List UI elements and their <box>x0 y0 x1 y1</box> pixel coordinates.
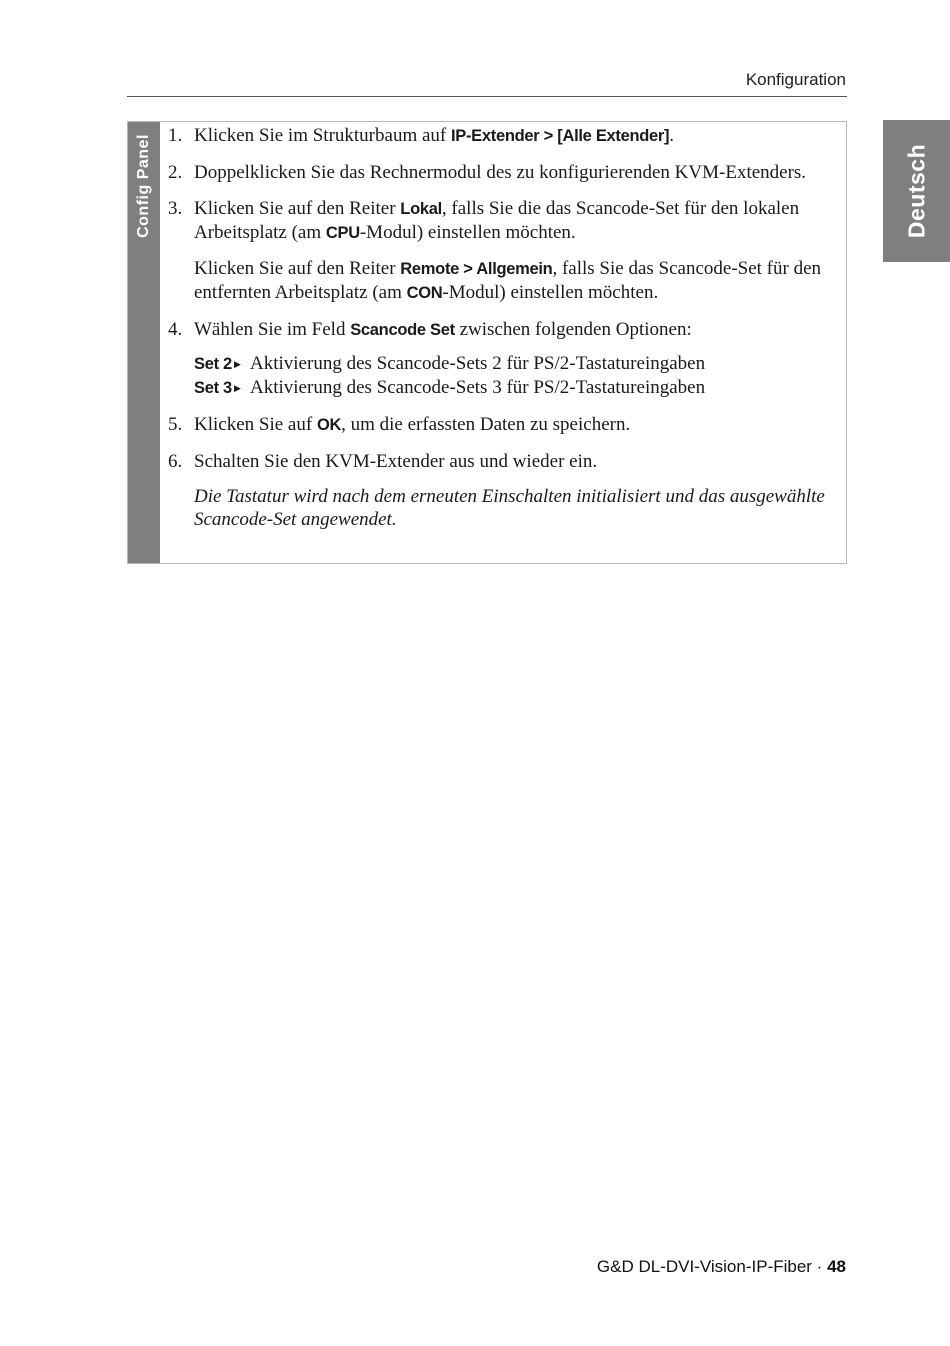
option-description: Aktivierung des Scancode-Sets 2 für PS/2-Tastatureingaben <box>250 353 706 374</box>
option-row <box>166 376 838 400</box>
page-footer <box>597 1257 846 1277</box>
page-header-title: Konfiguration <box>745 70 846 89</box>
ui-reference: CPU <box>325 224 360 242</box>
option-row <box>166 352 838 376</box>
instruction-box <box>127 121 847 564</box>
step-text: , um die erfassten Daten zu speichern. <box>341 414 631 435</box>
step-3-alternative <box>166 257 838 305</box>
step-text: -Modul) einstellen möchten. <box>359 222 576 243</box>
section-side-bar <box>128 122 160 563</box>
step-text: Klicken Sie auf den Reiter <box>194 258 401 279</box>
option-key <box>194 376 250 400</box>
step-text: Klicken Sie auf den Reiter <box>194 198 401 219</box>
triangle-right-icon: ▶ <box>233 359 241 369</box>
instruction-content <box>166 124 838 544</box>
header-rule <box>127 96 847 97</box>
page-number: 48 <box>827 1257 846 1276</box>
ui-reference: Lokal <box>400 200 442 218</box>
language-tab-label: Deutsch <box>903 143 929 239</box>
section-side-label: Config Panel <box>135 134 152 238</box>
step-2 <box>166 161 838 184</box>
step-text: . <box>669 125 674 146</box>
ui-reference: IP-Extender > [Alle Extender] <box>450 127 670 145</box>
step-5 <box>166 413 838 437</box>
step-text: Doppelklicken Sie das Rechnermodul des zu konfigurierenden KVM-Extenders. <box>194 162 807 183</box>
step-text: -Modul) einstellen möchten. <box>442 282 659 303</box>
step-number: 3. <box>168 198 183 219</box>
step-text: zwischen folgenden Optionen: <box>454 319 692 340</box>
step-text: Wählen Sie im Feld <box>194 319 351 340</box>
step-text: Klicken Sie auf <box>194 414 317 435</box>
step-text: , falls Sie das Scancode-Set für den entfernten Arbeitsplatz (am <box>194 258 822 303</box>
step-text: Schalten Sie den KVM-Extender aus und wieder ein. <box>194 451 598 472</box>
language-tab <box>883 120 950 262</box>
step-6 <box>166 450 838 473</box>
ui-reference: CON <box>406 284 443 302</box>
step-4 <box>166 318 838 342</box>
ui-reference: OK <box>316 416 342 434</box>
step-3 <box>166 197 838 245</box>
step-number: 1. <box>168 125 183 146</box>
step-number: 2. <box>168 162 183 183</box>
footer-product: G&D DL-DVI-Vision-IP-Fiber · <box>596 1257 828 1276</box>
triangle-right-icon: ▶ <box>233 383 241 393</box>
ui-reference: Scancode Set <box>350 321 455 339</box>
step-1 <box>166 124 838 148</box>
option-key <box>194 352 250 376</box>
step-number: 5. <box>168 414 183 435</box>
step-text: Klicken Sie im Strukturbaum auf <box>194 125 451 146</box>
step-number: 4. <box>168 319 183 340</box>
option-description: Aktivierung des Scancode-Sets 3 für PS/2-Tastatureingaben <box>250 377 706 398</box>
result-note: Die Tastatur wird nach dem erneuten Einschalten initialisiert und das ausgewählte Scancode-Set angewendet. <box>194 486 825 530</box>
option-key-label: Set 2 <box>194 355 232 373</box>
ui-reference: Remote > Allgemein <box>400 260 553 278</box>
option-key-label: Set 3 <box>194 379 232 397</box>
step-text: , falls Sie die das Scancode-Set für den lokalen Arbeitsplatz (am <box>194 198 800 243</box>
step-number: 6. <box>168 451 183 472</box>
